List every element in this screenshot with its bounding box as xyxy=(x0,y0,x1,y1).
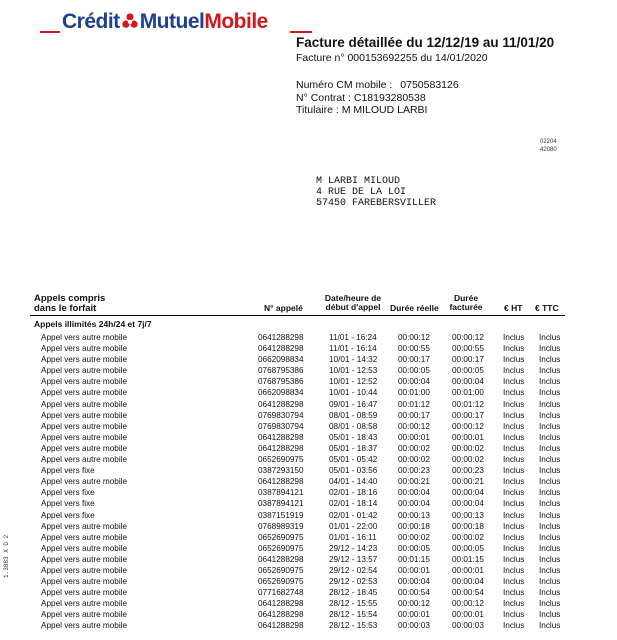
called-number: 0768795386 xyxy=(258,377,304,387)
billed-duration: 00:00:12 xyxy=(452,333,484,342)
real-duration: 00:01:15 xyxy=(398,554,430,564)
call-datetime: 01/01 - 22:00 xyxy=(329,521,378,531)
billed-duration: 00:00:04 xyxy=(452,488,484,498)
table-row xyxy=(0,443,617,454)
call-datetime: 28/12 - 15:54 xyxy=(329,610,378,620)
call-type: Appel vers autre mobile xyxy=(41,443,128,453)
call-datetime: 29/12 - 13:57 xyxy=(329,554,378,564)
table-row xyxy=(0,576,617,587)
call-datetime: 10/01 - 12:52 xyxy=(329,377,378,387)
table-row xyxy=(0,487,617,498)
real-duration: 00:00:17 xyxy=(398,355,430,365)
price-ht: Inclus xyxy=(503,510,525,520)
real-duration: 00:00:04 xyxy=(398,377,430,387)
table-row xyxy=(0,410,617,421)
table-row xyxy=(0,532,617,543)
address-line-3: 57450 FAREBERSVILLER xyxy=(316,198,437,209)
price-ttc: Inclus xyxy=(539,599,561,609)
price-ttc: Inclus xyxy=(539,399,561,409)
called-number: 0641288298 xyxy=(258,554,304,564)
header-ttc: € TTC xyxy=(535,303,559,313)
billed-duration: 00:00:01 xyxy=(452,432,484,442)
called-number: 0652690975 xyxy=(258,565,304,575)
table-row xyxy=(0,521,617,532)
table-row xyxy=(0,498,617,509)
real-duration: 00:00:02 xyxy=(398,532,430,542)
call-datetime: 28/12 - 15:55 xyxy=(329,599,378,609)
price-ht: Inclus xyxy=(503,499,525,509)
account-number-label: Numéro CM mobile : xyxy=(296,79,393,91)
real-duration: 00:00:54 xyxy=(398,588,430,598)
table-row xyxy=(0,399,617,410)
price-ht: Inclus xyxy=(503,399,525,409)
price-ht: Inclus xyxy=(503,477,525,487)
price-ht: Inclus xyxy=(503,333,525,342)
call-type: Appel vers autre mobile xyxy=(41,410,128,420)
call-datetime: 29/12 - 02:53 xyxy=(329,577,378,587)
price-ttc: Inclus xyxy=(539,565,561,575)
table-row xyxy=(0,421,617,432)
account-number-row xyxy=(296,79,459,92)
table-row xyxy=(0,343,617,354)
billed-duration: 00:01:00 xyxy=(452,388,484,398)
billed-duration: 00:00:01 xyxy=(452,565,484,575)
header-date-line2: début d'appel xyxy=(325,302,381,312)
real-duration: 00:00:12 xyxy=(398,333,430,342)
price-ttc: Inclus xyxy=(539,499,561,509)
postal-address xyxy=(316,176,436,209)
billed-duration: 00:00:12 xyxy=(452,599,484,609)
call-type: Appel vers autre mobile xyxy=(41,532,128,542)
price-ttc: Inclus xyxy=(539,366,561,376)
call-type: Appel vers autre mobile xyxy=(41,599,128,609)
called-number: 0652690975 xyxy=(258,532,304,542)
table-row xyxy=(0,543,617,554)
real-duration: 00:00:04 xyxy=(398,577,430,587)
call-type: Appel vers autre mobile xyxy=(41,554,128,564)
table-row xyxy=(0,454,617,465)
logo-credit: Crédit xyxy=(62,10,120,33)
price-ttc: Inclus xyxy=(539,355,561,365)
called-number: 0662098834 xyxy=(258,388,304,398)
real-duration: 00:00:01 xyxy=(398,610,430,620)
called-number: 0769830794 xyxy=(258,410,304,420)
real-duration: 00:01:12 xyxy=(398,399,430,409)
real-duration: 00:00:01 xyxy=(398,565,430,575)
call-type: Appel vers autre mobile xyxy=(41,477,128,487)
real-duration: 00:00:05 xyxy=(398,543,430,553)
price-ttc: Inclus xyxy=(539,388,561,398)
call-type: Appel vers autre mobile xyxy=(41,421,128,431)
billed-duration: 00:00:05 xyxy=(452,366,484,376)
price-ttc: Inclus xyxy=(539,333,561,342)
billed-duration: 00:01:15 xyxy=(452,554,484,564)
call-datetime: 05/01 - 03:56 xyxy=(329,466,378,476)
price-ttc: Inclus xyxy=(539,610,561,620)
called-number: 0387894121 xyxy=(258,488,304,498)
table-row xyxy=(0,465,617,476)
price-ttc: Inclus xyxy=(539,577,561,587)
called-number: 0641288298 xyxy=(258,443,304,453)
call-type: Appel vers autre mobile xyxy=(41,344,128,354)
call-datetime: 04/01 - 14:40 xyxy=(329,477,378,487)
real-duration: 00:00:05 xyxy=(398,366,430,376)
table-row xyxy=(0,620,617,631)
table-row xyxy=(0,587,617,598)
billed-duration: 00:00:23 xyxy=(452,466,484,476)
price-ttc: Inclus xyxy=(539,588,561,598)
real-duration: 00:00:01 xyxy=(398,432,430,442)
price-ttc: Inclus xyxy=(539,510,561,520)
billed-duration: 00:00:02 xyxy=(452,532,484,542)
called-number: 0641288298 xyxy=(258,610,304,620)
call-type: Appel vers autre mobile xyxy=(41,565,128,575)
call-datetime: 28/12 - 15:53 xyxy=(329,621,378,631)
billed-duration: 00:00:03 xyxy=(452,621,484,631)
billed-duration: 00:00:01 xyxy=(452,610,484,620)
header-type-line1: Appels compris xyxy=(34,293,106,304)
table-row xyxy=(0,376,617,387)
price-ht: Inclus xyxy=(503,377,525,387)
table-row xyxy=(0,554,617,565)
price-ttc: Inclus xyxy=(539,466,561,476)
price-ttc: Inclus xyxy=(539,621,561,631)
billed-duration: 00:00:13 xyxy=(452,510,484,520)
price-ht: Inclus xyxy=(503,565,525,575)
called-number: 0641288298 xyxy=(258,399,304,409)
real-duration: 00:00:04 xyxy=(398,499,430,509)
real-duration: 00:00:21 xyxy=(398,477,430,487)
call-type: Appel vers fixe xyxy=(41,488,95,498)
price-ttc: Inclus xyxy=(539,344,561,354)
address-line-1: M LARBI MILOUD xyxy=(316,176,401,187)
call-type: Appel vers autre mobile xyxy=(41,577,128,587)
price-ht: Inclus xyxy=(503,344,525,354)
called-number: 0641288298 xyxy=(258,432,304,442)
logo-line-right xyxy=(290,31,312,33)
price-ttc: Inclus xyxy=(539,477,561,487)
price-ttc: Inclus xyxy=(539,543,561,553)
call-type: Appel vers autre mobile xyxy=(41,521,128,531)
price-ht: Inclus xyxy=(503,521,525,531)
logo-line-left xyxy=(40,31,60,33)
call-datetime: 29/12 - 14:23 xyxy=(329,543,378,553)
real-duration: 00:00:02 xyxy=(398,455,430,465)
call-datetime: 28/12 - 18:45 xyxy=(329,588,378,598)
real-duration: 00:00:13 xyxy=(398,510,430,520)
billed-duration: 00:00:17 xyxy=(452,355,484,365)
billed-duration: 00:00:02 xyxy=(452,443,484,453)
header-ht: € HT xyxy=(504,303,523,313)
contract-number: N° Contrat : C18193280538 xyxy=(296,91,426,104)
price-ht: Inclus xyxy=(503,366,525,376)
call-datetime: 08/01 - 08:58 xyxy=(329,421,378,431)
called-number: 0768989319 xyxy=(258,521,304,531)
price-ht: Inclus xyxy=(503,554,525,564)
call-type: Appel vers autre mobile xyxy=(41,610,128,620)
call-datetime: 05/01 - 05:42 xyxy=(329,455,378,465)
called-number: 0652690975 xyxy=(258,543,304,553)
logo-mobile: Mobile xyxy=(204,10,268,33)
call-datetime: 29/12 - 02:54 xyxy=(329,565,378,575)
called-number: 0768795386 xyxy=(258,366,304,376)
call-type: Appel vers autre mobile xyxy=(41,377,128,387)
billed-duration: 00:00:04 xyxy=(452,499,484,509)
table-row xyxy=(0,365,617,376)
header-divider xyxy=(30,315,565,316)
price-ttc: Inclus xyxy=(539,488,561,498)
call-datetime: 11/01 - 16:14 xyxy=(329,344,377,354)
reference-code-2: 42080 xyxy=(540,147,557,153)
table-row xyxy=(0,565,617,576)
call-type: Appel vers autre mobile xyxy=(41,399,128,409)
call-datetime: 01/01 - 16:11 xyxy=(329,532,377,542)
real-duration: 00:01:00 xyxy=(398,388,430,398)
called-number: 0641288298 xyxy=(258,477,304,487)
account-holder: Titulaire : M MILOUD LARBI xyxy=(296,104,428,116)
real-duration: 00:00:17 xyxy=(398,410,430,420)
call-datetime: 11/01 - 16:24 xyxy=(329,333,377,342)
call-datetime: 05/01 - 18:43 xyxy=(329,432,378,442)
price-ht: Inclus xyxy=(503,455,525,465)
account-number-value: 0750583126 xyxy=(400,79,459,91)
real-duration: 00:00:23 xyxy=(398,466,430,476)
real-duration: 00:00:12 xyxy=(398,599,430,609)
price-ht: Inclus xyxy=(503,610,525,620)
price-ttc: Inclus xyxy=(539,455,561,465)
table-row xyxy=(0,354,617,365)
price-ht: Inclus xyxy=(503,421,525,431)
price-ht: Inclus xyxy=(503,543,525,553)
call-type: Appel vers fixe xyxy=(41,499,95,509)
table-row xyxy=(0,432,617,443)
real-duration: 00:00:12 xyxy=(398,421,430,431)
account-info xyxy=(296,79,459,117)
billed-duration: 00:00:21 xyxy=(452,477,484,487)
call-type: Appel vers autre mobile xyxy=(41,588,128,598)
price-ht: Inclus xyxy=(503,532,525,542)
billed-duration: 00:00:17 xyxy=(452,410,484,420)
header-billed-duration xyxy=(448,294,484,312)
call-type: Appel vers autre mobile xyxy=(41,432,128,442)
call-datetime: 10/01 - 10:44 xyxy=(329,388,378,398)
called-number: 0387293150 xyxy=(258,466,304,476)
called-number: 0662098834 xyxy=(258,355,304,365)
called-number: 0771682748 xyxy=(258,588,304,598)
table-row xyxy=(0,598,617,609)
logo xyxy=(40,10,290,36)
invoice-title: Facture détaillée du 12/12/19 au 11/01/20 xyxy=(296,35,555,50)
call-type: Appel vers autre mobile xyxy=(41,355,128,365)
called-number: 0641288298 xyxy=(258,333,304,342)
header-type xyxy=(34,294,105,313)
called-number: 0652690975 xyxy=(258,455,304,465)
reference-code-1: 02204 xyxy=(540,139,557,145)
price-ht: Inclus xyxy=(503,621,525,631)
address-line-2: 4 RUE DE LA LOI xyxy=(316,187,407,198)
price-ttc: Inclus xyxy=(539,554,561,564)
call-list xyxy=(0,332,617,632)
real-duration: 00:00:02 xyxy=(398,443,430,453)
header-real-duration: Durée réelle xyxy=(390,303,439,313)
price-ttc: Inclus xyxy=(539,521,561,531)
price-ht: Inclus xyxy=(503,432,525,442)
price-ht: Inclus xyxy=(503,443,525,453)
price-ttc: Inclus xyxy=(539,443,561,453)
side-print-code: 1.3883 X D 2 xyxy=(3,534,10,578)
call-datetime: 09/01 - 16:47 xyxy=(329,399,378,409)
call-type: Appel vers fixe xyxy=(41,510,95,520)
header-number: N° appelé xyxy=(264,303,303,313)
billed-duration: 00:00:05 xyxy=(452,543,484,553)
called-number: 0387151919 xyxy=(258,510,304,520)
price-ht: Inclus xyxy=(503,488,525,498)
price-ht: Inclus xyxy=(503,388,525,398)
invoice-subtitle: Facture n° 000153692255 du 14/01/2020 xyxy=(296,52,488,64)
header-date xyxy=(322,294,384,312)
billed-duration: 00:01:12 xyxy=(452,399,484,409)
table-row xyxy=(0,476,617,487)
price-ttc: Inclus xyxy=(539,421,561,431)
header-billed-line1: Durée xyxy=(453,293,479,303)
billed-duration: 00:00:54 xyxy=(452,588,484,598)
price-ht: Inclus xyxy=(503,466,525,476)
billed-duration: 00:00:55 xyxy=(452,344,484,354)
called-number: 0652690975 xyxy=(258,577,304,587)
section-title: Appels illimités 24h/24 et 7j/7 xyxy=(34,319,152,329)
call-datetime: 10/01 - 14:32 xyxy=(329,355,378,365)
billed-duration: 00:00:04 xyxy=(452,377,484,387)
call-datetime: 08/01 - 08:59 xyxy=(329,410,378,420)
billed-duration: 00:00:12 xyxy=(452,421,484,431)
real-duration: 00:00:18 xyxy=(398,521,430,531)
table-row xyxy=(0,510,617,521)
call-type: Appel vers autre mobile xyxy=(41,333,128,342)
call-datetime: 02/01 - 18:16 xyxy=(329,488,378,498)
call-type: Appel vers autre mobile xyxy=(41,455,128,465)
called-number: 0769830794 xyxy=(258,421,304,431)
price-ttc: Inclus xyxy=(539,377,561,387)
call-type: Appel vers autre mobile xyxy=(41,621,128,631)
price-ht: Inclus xyxy=(503,599,525,609)
price-ttc: Inclus xyxy=(539,432,561,442)
billed-duration: 00:00:02 xyxy=(452,455,484,465)
reference-codes xyxy=(540,138,557,154)
call-type: Appel vers autre mobile xyxy=(41,366,128,376)
table-row xyxy=(0,387,617,398)
table-row xyxy=(0,332,617,343)
header-type-line2: dans le forfait xyxy=(34,302,97,314)
price-ht: Inclus xyxy=(503,355,525,365)
price-ttc: Inclus xyxy=(539,532,561,542)
billed-duration: 00:00:18 xyxy=(452,521,484,531)
call-type: Appel vers autre mobile xyxy=(41,388,128,398)
logo-mutuel: Mutuel xyxy=(139,10,205,33)
called-number: 0641288298 xyxy=(258,599,304,609)
real-duration: 00:00:03 xyxy=(398,621,430,631)
logo-text xyxy=(62,10,268,34)
call-type: Appel vers autre mobile xyxy=(41,543,128,553)
call-type: Appel vers fixe xyxy=(41,466,95,476)
header-date-line1: Date/heure de xyxy=(324,293,382,303)
call-datetime: 02/01 - 01:42 xyxy=(329,510,378,520)
price-ttc: Inclus xyxy=(539,410,561,420)
price-ht: Inclus xyxy=(503,588,525,598)
call-datetime: 02/01 - 18:14 xyxy=(329,499,378,509)
table-row xyxy=(0,609,617,620)
price-ht: Inclus xyxy=(503,410,525,420)
billed-duration: 00:00:04 xyxy=(452,577,484,587)
called-number: 0641288298 xyxy=(258,344,304,354)
price-ht: Inclus xyxy=(503,577,525,587)
called-number: 0387894121 xyxy=(258,499,304,509)
logo-mark-icon xyxy=(121,12,139,30)
real-duration: 00:00:04 xyxy=(398,488,430,498)
header-billed-line2: facturée xyxy=(449,302,483,312)
called-number: 0641288298 xyxy=(258,621,304,631)
call-datetime: 05/01 - 18:37 xyxy=(329,443,378,453)
call-datetime: 10/01 - 12:53 xyxy=(329,366,378,376)
real-duration: 00:00:55 xyxy=(398,344,430,354)
